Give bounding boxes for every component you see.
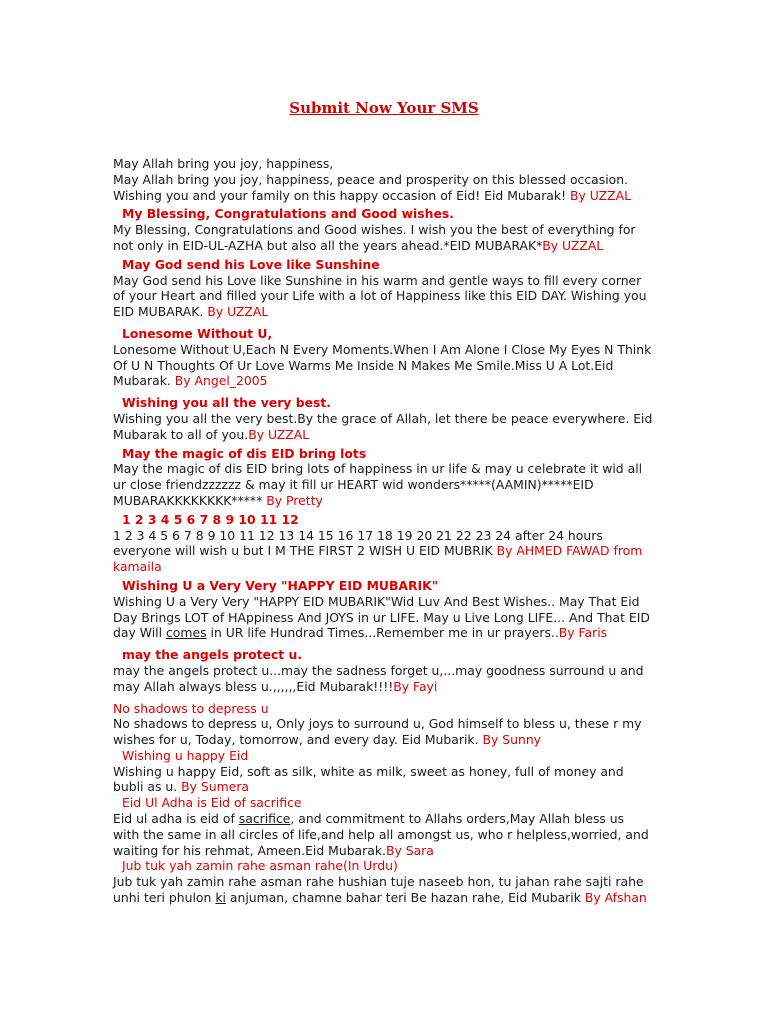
sms-heading: Wishing u happy Eid [122, 747, 249, 763]
sms-text: anjuman, chamne bahar teri Be hazan rahe, Eid Mubarik [229, 890, 581, 906]
sms-text: Eid ul adha is eid of [113, 811, 235, 827]
sms-heading: Eid Ul Adha is Eid of sacrifice [122, 795, 302, 811]
author-credit: By UZZAL [570, 187, 631, 203]
sms-text: , and commitment to Allahs orders,May Allah bless us with the same in all circles of life,and help all amongst us, who r helpless,worried, and waiting for his rehmat, Ameen.Eid Mubarak. [113, 811, 649, 858]
sms-text: Jub tuk yah zamin rahe asman rahe hushian tuje naseeb hon, tu jahan rahe sajti rahe unhi teri phulon [113, 874, 644, 906]
sms-heading: No shadows to depress u [113, 700, 269, 716]
sms-entry [113, 326, 653, 389]
author-credit: By Afshan [584, 890, 647, 906]
sms-heading: 1 2 3 4 5 6 7 8 9 10 11 12 [122, 511, 299, 527]
sms-entry [113, 795, 653, 858]
author-credit: By Faris [558, 625, 608, 641]
author-credit: By UZZAL [207, 304, 269, 320]
sms-entry [113, 257, 653, 320]
sms-text: No shadows to depress u, Only joys to surround u, God himself to bless u, these r my wishes for u, Today, tomorrow, and every day. Eid Mubarik. [113, 716, 642, 748]
underlined-word: comes [166, 625, 207, 641]
sms-entry [113, 578, 653, 641]
sms-entry [113, 206, 653, 253]
sms-heading: May God send his Love like Sunshine [122, 256, 380, 272]
underlined-word: ki [215, 890, 226, 906]
sms-text: Lonesome Without U,Each N Every Moments.When I Am Alone I Close My Eyes N Think Of U N Thoughts Of Ur Love Warms Me Inside N Makes Me Smile.Miss U A Lot.Eid Mubarak. [113, 341, 652, 389]
sms-text: Wishing u happy Eid, soft as silk, white as milk, sweet as honey, full of money and bubli as u. [113, 763, 624, 795]
sms-heading: Wishing U a Very Very "HAPPY EID MUBARIK" [122, 577, 439, 593]
sms-entry [113, 858, 653, 905]
sms-text: Wishing you all the very best.By the grace of Allah, let there be peace everywhere. Eid Mubarak to all of you. [113, 410, 653, 442]
sms-text: My Blessing, Congratulations and Good wishes. I wish you the best of everything for not only in EID-UL-AZHA but also all the years ahead.*EID MUBARAK* [113, 222, 636, 253]
sms-heading: My Blessing, Congratulations and Good wishes. [122, 206, 454, 222]
sms-text: may the angels protect u...may the sadness forget u,...may goodness surround u and may Allah always bless u.,,,,,,Eid Mubarak!!!! [113, 662, 644, 694]
page-title[interactable]: Submit Now Your SMS [289, 99, 479, 117]
intro-message [113, 156, 653, 203]
sms-entry [113, 647, 653, 694]
sms-text: 1 2 3 4 5 6 7 8 9 10 11 12 13 14 15 16 17 18 19 20 21 22 23 24 after 24 hours everyone will wish u but I M THE FIRST 2 WISH U EID MUBRIK [113, 527, 603, 559]
sms-heading: Jub tuk yah zamin rahe asman rahe(In Urdu) [122, 858, 398, 874]
sms-text: in UR life Hundrad Times...Remember me in ur prayers.. [210, 625, 559, 641]
author-credit: By Fayi [393, 678, 438, 694]
underlined-word: sacrifice [238, 811, 291, 827]
author-credit: By Sumera [181, 779, 250, 795]
sms-entry [113, 512, 653, 575]
sms-heading: May the magic of dis EID bring lots [122, 445, 367, 461]
sms-entry [113, 701, 653, 748]
intro-line-2: May Allah bring you joy, happiness, peace and prosperity on this blessed occasion. Wishing you and your family on this happy occasion of Eid! Eid Mubarak! [113, 171, 629, 203]
sms-content [113, 156, 653, 906]
sms-text: May God send his Love like Sunshine in his warm and gentle ways to fill every corner of your Heart and filled your Life with a lot of Happiness like this EID DAY. Wishing you EID MUBARAK. [113, 272, 647, 320]
sms-entry [113, 446, 653, 509]
author-credit: By UZZAL [542, 237, 604, 253]
sms-heading: Wishing you all the very best. [122, 395, 331, 411]
author-credit: By Pretty [266, 492, 323, 508]
sms-heading: may the angels protect u. [122, 647, 303, 663]
sms-text: Wishing U a Very Very "HAPPY EID MUBARIK"Wid Luv And Best Wishes.. May That Eid Day Brings LOT of HAppiness And JOYS in ur LIFE. May u Live Long LIFE... And That EID day Will [113, 593, 650, 641]
sms-entry [113, 748, 653, 795]
sms-entry [113, 395, 653, 442]
author-credit: By Angel_2005 [174, 373, 268, 389]
intro-line-1: May Allah bring you joy, happiness, [113, 156, 334, 171]
author-credit: By Sara [385, 842, 434, 858]
author-credit: By UZZAL [248, 426, 310, 442]
sms-heading: Lonesome Without U, [122, 325, 273, 341]
author-credit: By AHMED FAWAD from kamaila [113, 543, 643, 575]
sms-text: May the magic of dis EID bring lots of happiness in ur life & may u celebrate it wid all ur close friendzzzzzz & may it fill ur HEART wid wonders*****(AAMIN)*****EID MUBARAKKKKKKKK***** [113, 461, 643, 508]
author-credit: By Sunny [482, 732, 542, 748]
